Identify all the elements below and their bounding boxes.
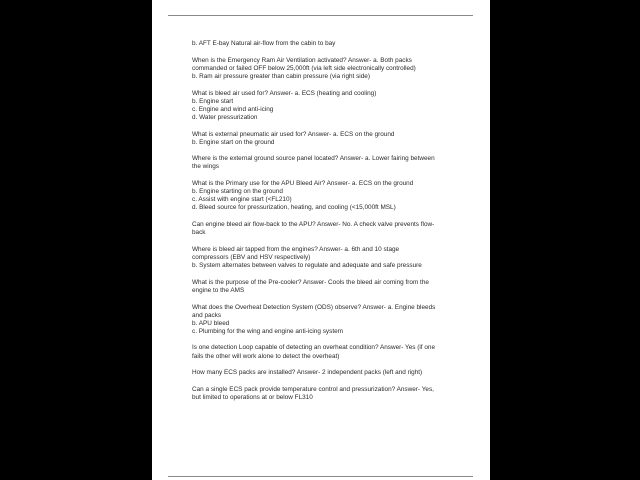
text-line: b. Engine start on the ground — [192, 138, 275, 146]
text-line: fails the other will work alone to detect the overheat) — [192, 352, 340, 360]
text-line: Can a single ECS pack provide temperature control and pressurization? Answer- Yes, — [192, 385, 434, 393]
text-line: engine to the AMS — [192, 286, 245, 294]
text-line: back — [192, 229, 206, 237]
qa-block — [192, 90, 462, 122]
text-line: What is the purpose of the Pre-cooler? Answer- Cools the bleed air coming from the — [192, 278, 429, 286]
text-line: Is one detection Loop capable of detecting an overheat condition? Answer- Yes (if one — [192, 344, 436, 352]
header-rule — [168, 15, 473, 16]
text-line: c. Engine and wind anti-icing — [192, 105, 274, 113]
text-line: What does the Overheat Detection System (ODS) observe? Answer- a. Engine bleeds — [192, 303, 436, 311]
text-line: What is bleed air used for? Answer- a. ECS (heating and cooling) — [192, 89, 377, 97]
text-line: How many ECS packs are installed? Answer- 2 independent packs (left and right) — [192, 369, 423, 377]
qa-block — [192, 386, 462, 402]
document-body — [192, 40, 462, 411]
text-line: b. Engine starting on the ground — [192, 188, 283, 196]
text-line: b. Ram air pressure greater than cabin pressure (via right side) — [192, 72, 370, 80]
qa-block — [192, 180, 462, 212]
qa-block — [192, 246, 462, 270]
qa-block — [192, 40, 462, 48]
qa-block — [192, 155, 462, 171]
qa-block — [192, 57, 462, 81]
text-line: What is external pneumatic air used for? Answer- a. ECS on the ground — [192, 130, 395, 138]
document-page — [152, 0, 490, 480]
text-line: Where is the external ground source panel located? Answer- a. Lower fairing between — [192, 155, 435, 163]
text-line: d. Bleed source for pressurization, heating, and cooling (<15,000ft MSL) — [192, 204, 396, 212]
text-line: but limited to operations at or below FL310 — [192, 394, 313, 402]
qa-block — [192, 131, 462, 147]
text-line: b. APU bleed — [192, 319, 230, 327]
text-line: d. Water pressurization — [192, 113, 258, 121]
qa-block — [192, 304, 462, 336]
footer-rule — [168, 476, 473, 477]
text-line: Can engine bleed air flow-back to the APU? Answer- No. A check valve prevents flow- — [192, 221, 435, 229]
qa-block — [192, 344, 462, 360]
text-line: b. AFT E-bay Natural air-flow from the cabin to bay — [192, 40, 336, 47]
text-line: c. Plumbing for the wing and engine anti-icing system — [192, 327, 343, 335]
qa-block — [192, 279, 462, 295]
qa-block — [192, 221, 462, 237]
text-line: and packs — [192, 311, 222, 319]
text-line: commanded or failed OFF below 25,000ft (via left side electronically controlled) — [192, 64, 416, 72]
text-line: What is the Primary use for the APU Bleed Air? Answer- a. ECS on the ground — [192, 180, 414, 188]
text-line: Where is bleed air tapped from the engines? Answer- a. 6th and 10 stage — [192, 245, 400, 253]
text-line: the wings — [192, 163, 219, 171]
text-line: When is the Emergency Ram Air Ventilation activated? Answer- a. Both packs — [192, 56, 412, 64]
text-line: b. Engine start — [192, 97, 234, 105]
text-line: c. Assist with engine start (<FL210) — [192, 196, 292, 204]
text-line: compressors (EBV and HSV respectively) — [192, 253, 311, 261]
text-line: b. System alternates between valves to regulate and adequate and safe pressure — [192, 262, 422, 270]
qa-block — [192, 369, 462, 377]
